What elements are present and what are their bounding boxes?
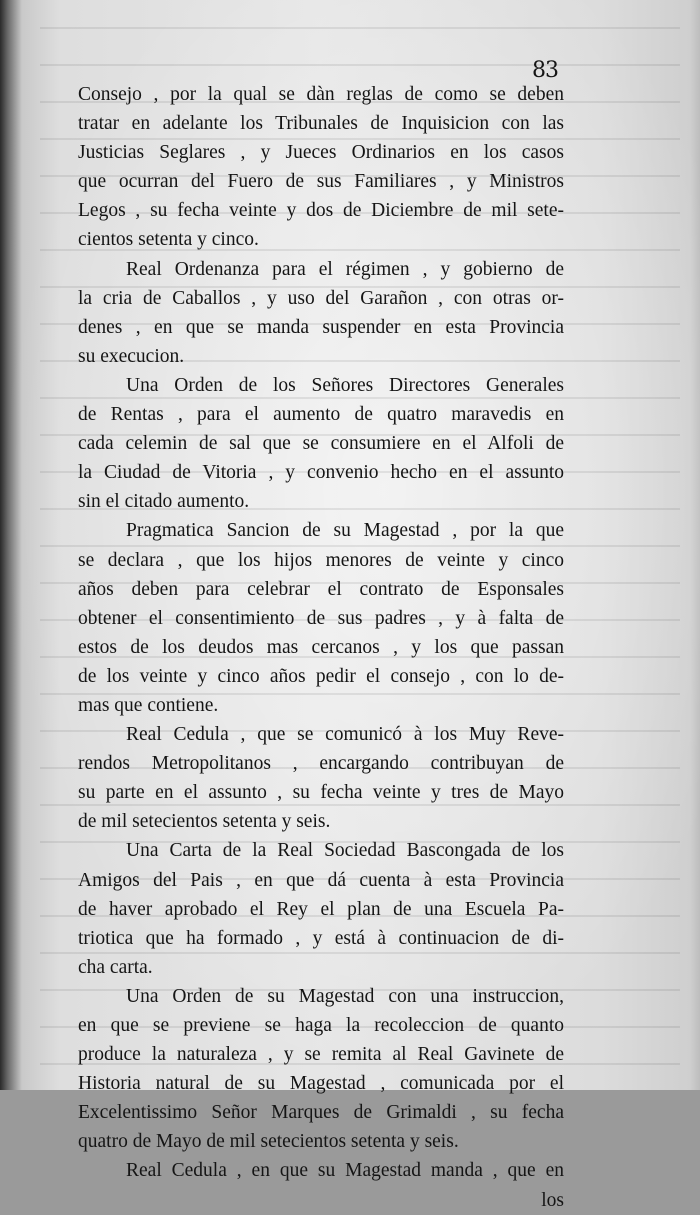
text-line: de Rentas , para el aumento de quatro maravedis en: [78, 404, 564, 426]
catchword-row: [78, 1186, 564, 1215]
text-line: en que se previene se haga la recoleccion de quanto: [78, 1015, 564, 1036]
text-line: su parte en el assunto , su fecha veinte y tres de Mayo: [78, 782, 564, 804]
text-line: de los veinte y cinco años pedir el consejo , con lo de-: [78, 665, 564, 687]
text-line: Real Ordenanza para el régimen , y gobierno de: [126, 258, 564, 280]
text-line: Legos , su fecha veinte y dos de Diciembre de mil sete-: [78, 200, 564, 222]
text-line: años deben para celebrar el contrato de Esponsales: [78, 578, 564, 600]
text-line: cientos setenta y cinco.: [78, 229, 259, 251]
text-line: Pragmatica Sancion de su Magestad , por la que: [126, 520, 564, 542]
page-number: 83: [532, 58, 558, 83]
text-line: de haver aprobado el Rey el plan de una Escuela Pa-: [78, 898, 564, 920]
text-line: su execucion.: [78, 345, 185, 367]
text-line: estos de los deudos mas cercanos , y los que passan: [78, 636, 564, 658]
text-line: se declara , que los hijos menores de veinte y cinco: [78, 549, 564, 571]
body-text: [78, 80, 564, 1215]
text-line: obtener el consentimiento de sus padres , y à falta de: [78, 607, 564, 629]
text-line: Real Cedula , que se comunicó à los Muy Reve-: [126, 724, 564, 746]
text-line: Una Carta de la Real Sociedad Bascongada de los: [126, 840, 564, 862]
text-line: sin el citado aumento.: [78, 491, 250, 513]
text-line: Consejo , por la qual se dàn reglas de como se deben: [78, 84, 564, 105]
text-line: cha carta.: [78, 956, 153, 978]
text-line: triotica que ha formado , y está à continuacion de di-: [78, 927, 564, 949]
text-line: Amigos del Pais , en que dá cuenta à esta Provincia: [78, 869, 564, 891]
text-line: la cria de Caballos , y uso del Garañon , con otras or-: [78, 287, 564, 309]
text-line: la Ciudad de Vitoria , y convenio hecho en el assunto: [78, 462, 564, 484]
text-line: quatro de Mayo de mil setecientos setenta y seis.: [78, 1131, 459, 1153]
text-line: de mil setecientos setenta y seis.: [78, 811, 331, 833]
text-line: Justicias Seglares , y Jueces Ordinarios en los casos: [78, 142, 564, 164]
text-line: denes , en que se manda suspender en esta Provincia: [78, 316, 564, 338]
text-line: Una Orden de su Magestad con una instruccion,: [126, 985, 564, 1007]
text-line: cada celemin de sal que se consumiere en el Alfoli de: [78, 433, 564, 455]
text-line: mas que contiene.: [78, 694, 219, 716]
text-line: rendos Metropolitanos , encargando contribuyan de: [78, 753, 564, 775]
text-line: Historia natural de su Magestad , comunicada por el: [78, 1073, 564, 1095]
text-line: que ocurran del Fuero de sus Familiares , y Ministros: [78, 171, 564, 193]
text-line: tratar en adelante los Tribunales de Inquisicion con las: [78, 113, 564, 135]
text-line: Una Orden de los Señores Directores Generales: [126, 374, 564, 396]
text-line: produce la naturaleza , y se remita al Real Gavinete de: [78, 1044, 564, 1066]
catchword: los: [541, 1189, 564, 1211]
text-line: Real Cedula , en que su Magestad manda , que en: [126, 1160, 564, 1182]
text-line: Excelentissimo Señor Marques de Grimaldi , su fecha: [78, 1102, 564, 1124]
